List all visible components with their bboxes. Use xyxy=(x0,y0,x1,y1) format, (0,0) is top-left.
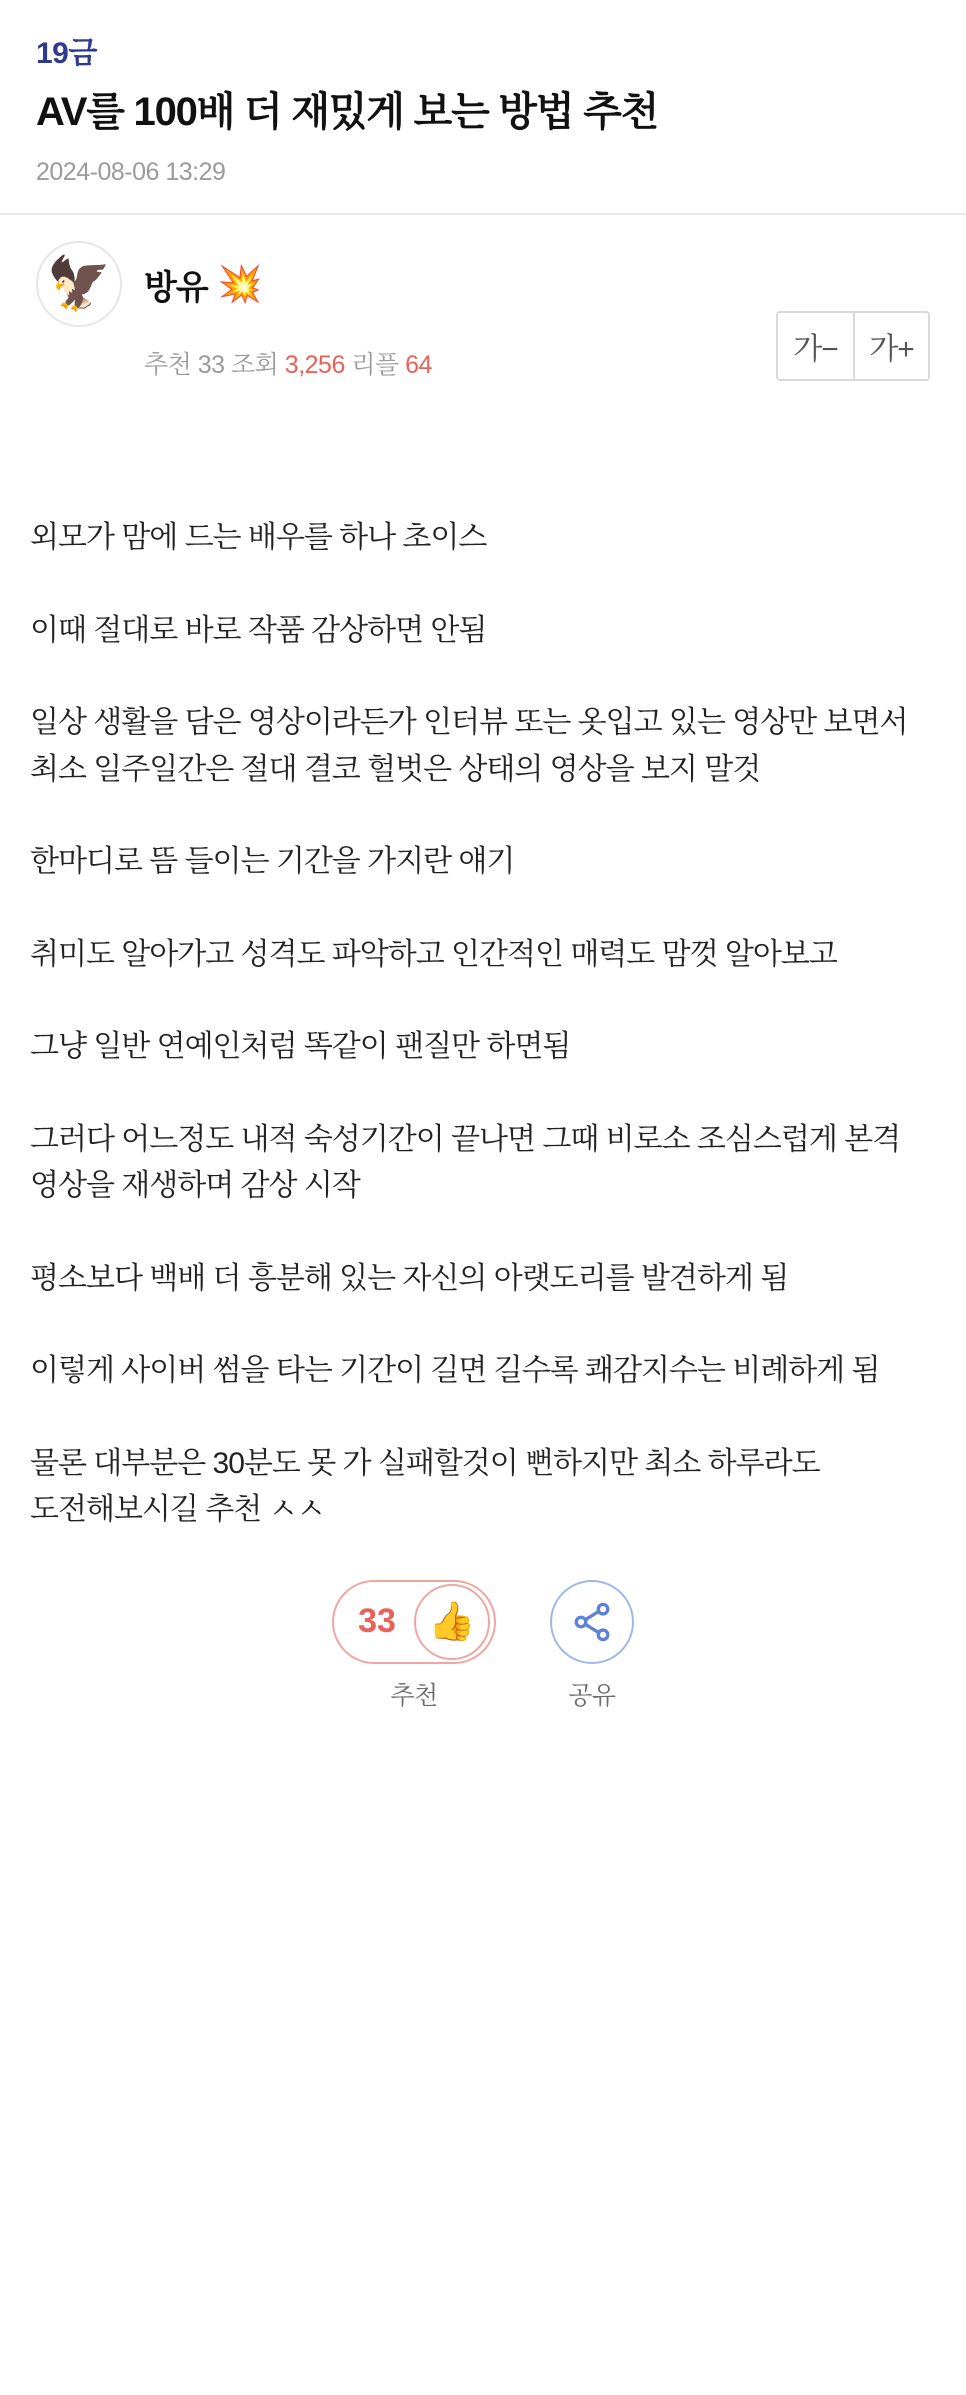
page-title: AV를 100배 더 재밌게 보는 방법 추천 xyxy=(36,90,659,134)
author-name-wrap xyxy=(144,260,263,309)
like-label: 추천 xyxy=(390,1681,438,1710)
body-paragraph: 취미도 알아가고 성격도 파악하고 인간적인 매력도 맘껏 알아보고 xyxy=(30,937,837,971)
body-paragraph: 한마디로 뜸 들이는 기간을 가지란 얘기 xyxy=(30,845,515,878)
body-paragraph: 평소보다 백배 더 흥분해 있는 자신의 아랫도리를 발견하게 됨 xyxy=(30,1261,789,1295)
post-header xyxy=(0,0,966,187)
share-action[interactable] xyxy=(550,1580,634,1712)
bird-logo-icon: 🦅 xyxy=(46,255,112,313)
body-paragraph: 일상 생활을 담은 영상이라든가 인터뷰 또는 옷입고 있는 영상만 보면서 최소 일주일간은 절대 결코 헐벗은 상태의 영상을 보지 말것 xyxy=(30,706,908,786)
action-bar xyxy=(0,1580,966,1732)
reply-label: 리플 xyxy=(351,351,399,379)
recommend-count: 33 xyxy=(197,351,225,379)
share-icon xyxy=(570,1600,614,1644)
like-action[interactable] xyxy=(332,1580,496,1712)
views-label: 조회 xyxy=(231,351,279,379)
recommend-label: 추천 xyxy=(144,351,192,379)
share-label: 공유 xyxy=(568,1681,616,1710)
body-paragraph: 외모가 맘에 드는 배우를 하나 초이스 xyxy=(30,521,487,554)
body-paragraph: 물론 대부분은 30분도 못 가 실패할것이 뻔하지만 최소 하루라도 도전해보시길 추천 ㅅㅅ xyxy=(30,1446,820,1526)
body-paragraph: 이때 절대로 바로 작품 감상하면 안됨 xyxy=(30,613,487,647)
author-name[interactable]: 방유 xyxy=(144,268,208,307)
post-date: 2024-08-06 13:29 xyxy=(36,158,226,186)
author-block xyxy=(0,215,966,425)
body-paragraph: 이렇게 사이버 썸을 타는 기간이 길면 길수록 쾌감지수는 비례하게 됨 xyxy=(30,1354,880,1387)
like-button[interactable] xyxy=(332,1580,496,1664)
like-count: 33 xyxy=(358,1602,396,1640)
body-paragraph: 그냥 일반 연예인처럼 똑같이 팬질만 하면됨 xyxy=(30,1030,571,1063)
reply-count: 64 xyxy=(405,351,432,379)
post-body xyxy=(0,425,966,1534)
font-size-decrease-button[interactable]: 가− xyxy=(778,313,853,379)
thumbs-up-icon[interactable]: 👍 xyxy=(414,1584,490,1660)
body-paragraph: 그러다 어느정도 내적 숙성기간이 끝나면 그때 비로소 조심스럽게 본격 영상을 재생하며 감상 시작 xyxy=(30,1122,901,1202)
font-size-increase-button[interactable]: 가+ xyxy=(853,313,928,379)
views-count: 3,256 xyxy=(284,351,345,379)
font-size-controls xyxy=(776,311,930,381)
flame-emoji-icon: 💥 xyxy=(217,263,263,304)
category-tag: 19금 xyxy=(36,37,97,70)
avatar[interactable] xyxy=(36,241,122,327)
share-button[interactable] xyxy=(550,1580,634,1664)
